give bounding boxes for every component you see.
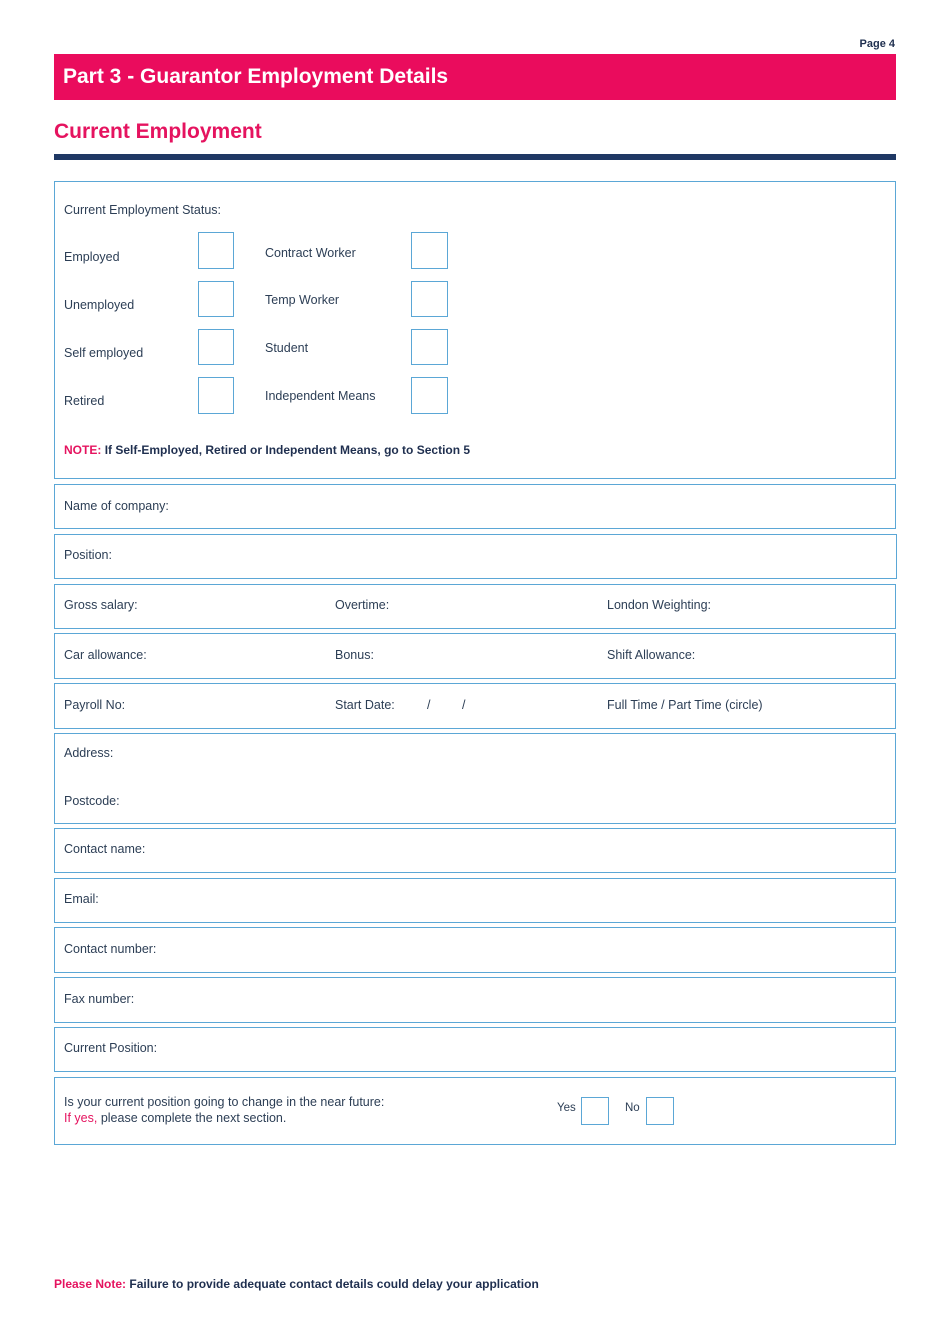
allowance-row[interactable] (54, 633, 896, 679)
no-checkbox[interactable] (646, 1097, 674, 1125)
no-label: No (625, 1102, 640, 1114)
temp-worker-checkbox[interactable] (411, 281, 448, 317)
email-field[interactable] (54, 878, 896, 923)
payroll-label: Payroll No: (64, 698, 126, 712)
bonus-label: Bonus: (335, 648, 374, 662)
option-self-employed-label: Self employed (64, 346, 144, 360)
retired-checkbox[interactable] (198, 377, 234, 414)
company-field[interactable] (54, 484, 896, 529)
date-separator: / (427, 698, 431, 712)
employment-status-heading: Current Employment Status: (64, 203, 222, 217)
fax-number-field[interactable] (54, 977, 896, 1023)
start-date-label: Start Date: (335, 698, 395, 712)
employment-status-box (54, 181, 896, 479)
option-temp-worker-label: Temp Worker (265, 293, 340, 307)
payroll-row[interactable] (54, 683, 896, 729)
footer-note (54, 1277, 539, 1291)
date-separator: / (462, 698, 466, 712)
address-field[interactable] (54, 733, 896, 824)
contract-worker-checkbox[interactable] (411, 232, 448, 269)
option-employed-label: Employed (64, 250, 120, 264)
fax-number-label: Fax number: (64, 992, 135, 1006)
part-banner: Part 3 - Guarantor Employment Details (54, 54, 896, 100)
yes-label: Yes (557, 1102, 576, 1114)
option-contract-worker-label: Contract Worker (265, 246, 356, 260)
london-weighting-label: London Weighting: (607, 598, 712, 612)
note-text: If Self-Employed, Retired or Independent Means, go to Section 5 (104, 443, 471, 457)
instruction-text: please complete the next section. (100, 1111, 287, 1125)
position-change-question: Is your current position going to change in the near future: (64, 1095, 385, 1109)
position-change-instruction (64, 1111, 286, 1125)
footer-note-text: Failure to provide adequate contact details could delay your application (129, 1277, 539, 1291)
full-part-time-label: Full Time / Part Time (circle) (607, 698, 763, 712)
company-label: Name of company: (64, 499, 169, 513)
unemployed-checkbox[interactable] (198, 281, 234, 317)
contact-name-label: Contact name: (64, 842, 146, 856)
section-title: Current Employment (54, 120, 262, 143)
email-label: Email: (64, 892, 99, 906)
option-unemployed-label: Unemployed (64, 298, 135, 312)
postcode-label: Postcode: (64, 794, 120, 808)
contact-number-label: Contact number: (64, 942, 157, 956)
gross-salary-label: Gross salary: (64, 598, 138, 612)
yes-checkbox[interactable] (581, 1097, 609, 1125)
position-label: Position: (64, 548, 112, 562)
salary-row[interactable] (54, 584, 896, 629)
note-label: NOTE: (64, 443, 102, 457)
option-independent-means-label: Independent Means (265, 389, 376, 403)
self-employed-checkbox[interactable] (198, 329, 234, 365)
contact-number-field[interactable] (54, 927, 896, 973)
employed-checkbox[interactable] (198, 232, 234, 269)
footer-note-label: Please Note: (54, 1277, 127, 1291)
section-divider (54, 154, 896, 160)
contact-name-field[interactable] (54, 828, 896, 873)
address-label: Address: (64, 746, 114, 760)
position-field[interactable] (54, 534, 897, 579)
option-retired-label: Retired (64, 394, 105, 408)
current-position-label: Current Position: (64, 1041, 158, 1055)
student-checkbox[interactable] (411, 329, 448, 365)
if-yes-label: If yes, (64, 1111, 98, 1125)
status-note (64, 443, 470, 457)
shift-allowance-label: Shift Allowance: (607, 648, 696, 662)
car-allowance-label: Car allowance: (64, 648, 147, 662)
independent-means-checkbox[interactable] (411, 377, 448, 414)
page-number: Page 4 (859, 38, 895, 50)
current-position-field[interactable] (54, 1027, 896, 1072)
option-student-label: Student (265, 341, 309, 355)
overtime-label: Overtime: (335, 598, 390, 612)
